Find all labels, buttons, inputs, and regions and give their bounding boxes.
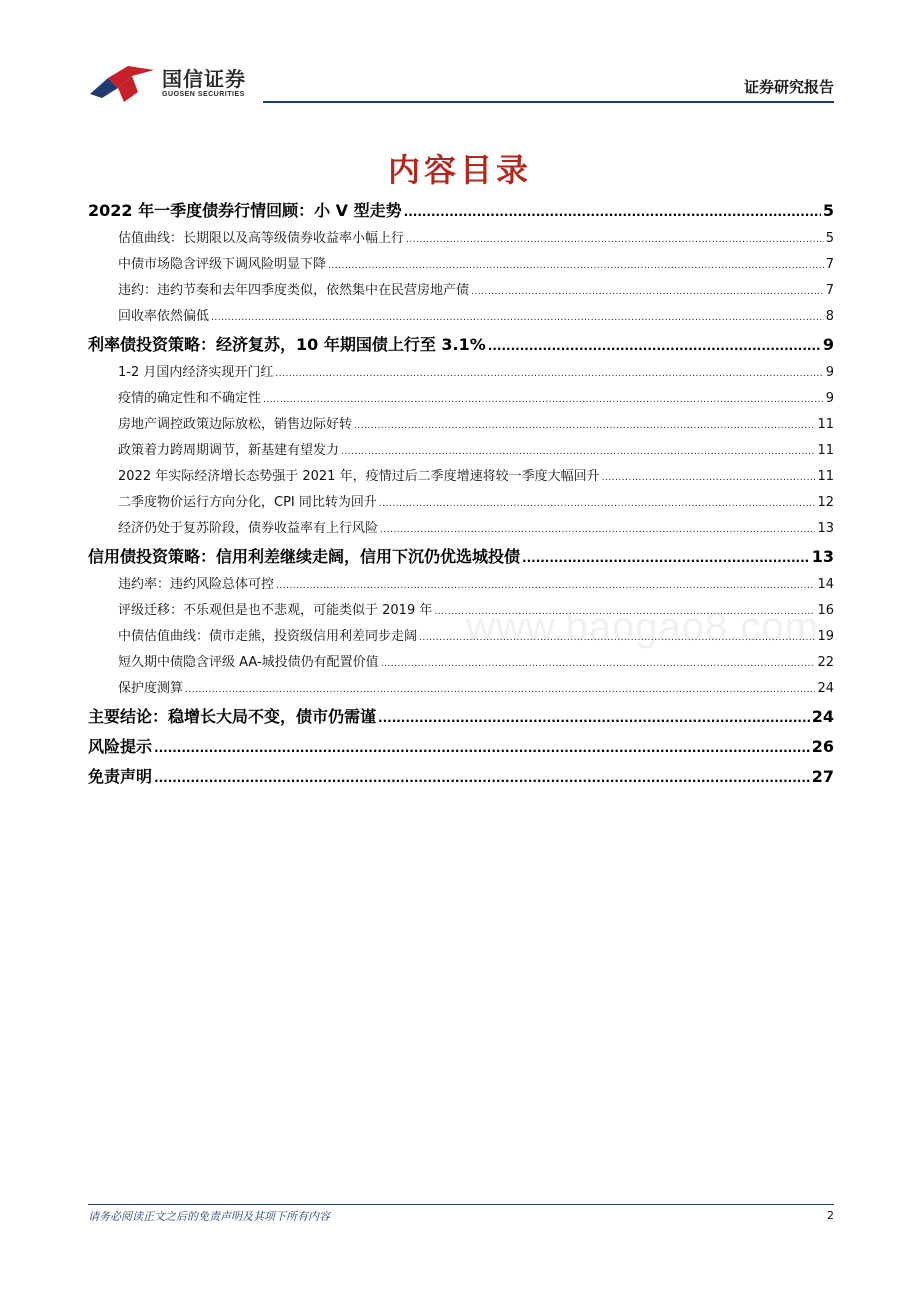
footer-page-number: 2 bbox=[827, 1209, 834, 1222]
logo-en-text: GUOSEN SECURITIES bbox=[162, 91, 245, 98]
toc-entry-label: 疫情的确定性和不确定性 bbox=[118, 391, 262, 406]
toc-leader-dots bbox=[602, 465, 816, 491]
toc-entry-page: 11 bbox=[817, 469, 834, 484]
logo-cn-text: 国信证券 bbox=[162, 67, 246, 91]
toc-entry-page: 24 bbox=[817, 681, 834, 696]
toc-entry-label: 2022 年实际经济增长态势强于 2021 年，疫情过后二季度增速将较一季度大幅回升 bbox=[118, 469, 600, 484]
toc-entry-label: 政策着力跨周期调节，新基建有望发力 bbox=[118, 443, 340, 458]
toc-entry-label: 经济仍处于复苏阶段，债券收益率有上行风险 bbox=[118, 521, 379, 536]
toc-entry-3-1[interactable] bbox=[88, 572, 834, 598]
toc-entry-label: 房地产调控政策边际放松，销售边际好转 bbox=[118, 417, 353, 432]
toc-leader-dots bbox=[341, 439, 815, 465]
footer-disclaimer-note: 请务必阅读正文之后的免责声明及其项下所有内容 bbox=[88, 1210, 330, 1223]
table-of-contents bbox=[88, 196, 834, 792]
guosen-logo-icon bbox=[88, 64, 156, 104]
toc-leader-dots bbox=[488, 331, 821, 361]
toc-entry-label: 二季度物价运行方向分化，CPI 同比转为回升 bbox=[118, 495, 377, 510]
page-title: 内容目录 bbox=[387, 151, 532, 189]
toc-leader-dots bbox=[404, 197, 821, 227]
toc-entry-2-4[interactable] bbox=[88, 438, 834, 464]
toc-leader-dots bbox=[522, 543, 810, 573]
toc-entry-section-1[interactable] bbox=[88, 196, 834, 226]
toc-leader-dots bbox=[354, 413, 815, 439]
toc-entry-1-2[interactable] bbox=[88, 252, 834, 278]
toc-entry-page: 27 bbox=[811, 767, 834, 786]
toc-entry-page: 16 bbox=[817, 603, 834, 618]
toc-entry-2-2[interactable] bbox=[88, 386, 834, 412]
toc-entry-page: 24 bbox=[811, 707, 834, 726]
toc-entry-label: 违约：违约节奏和去年四季度类似，依然集中在民营房地产债 bbox=[118, 283, 470, 298]
report-type-label: 证券研究报告 bbox=[743, 78, 834, 96]
toc-leader-dots bbox=[419, 625, 815, 651]
toc-entry-label: 回收率依然偏低 bbox=[118, 309, 210, 324]
toc-leader-dots bbox=[406, 227, 824, 253]
logo-wordmark bbox=[162, 68, 246, 100]
toc-leader-dots bbox=[185, 677, 815, 703]
toc-entry-page: 12 bbox=[817, 495, 834, 510]
toc-entry-label: 短久期中债隐含评级 AA-城投债仍有配置价值 bbox=[118, 655, 379, 670]
toc-entry-label: 评级迁移：不乐观但是也不悲观，可能类似于 2019 年 bbox=[118, 603, 433, 618]
toc-entry-2-6[interactable] bbox=[88, 490, 834, 516]
toc-entry-page: 8 bbox=[825, 309, 834, 324]
guosen-logo bbox=[88, 64, 246, 104]
toc-entry-2-3[interactable] bbox=[88, 412, 834, 438]
page-header bbox=[88, 62, 834, 106]
toc-leader-dots bbox=[471, 279, 824, 305]
toc-entry-3-3[interactable] bbox=[88, 624, 834, 650]
toc-entry-section-4[interactable] bbox=[88, 702, 834, 732]
toc-entry-label: 中债估值曲线：债市走熊，投资级信用利差同步走阔 bbox=[118, 629, 418, 644]
toc-leader-dots bbox=[379, 491, 816, 517]
toc-leader-dots bbox=[263, 387, 824, 413]
toc-entry-1-1[interactable] bbox=[88, 226, 834, 252]
toc-leader-dots bbox=[328, 253, 824, 279]
toc-entry-page: 9 bbox=[825, 365, 834, 380]
toc-entry-page: 9 bbox=[822, 335, 834, 354]
toc-leader-dots bbox=[381, 651, 816, 677]
toc-entry-section-3[interactable] bbox=[88, 542, 834, 572]
toc-entry-page: 7 bbox=[825, 257, 834, 272]
toc-entry-page: 13 bbox=[817, 521, 834, 536]
toc-entry-label: 违约率：违约风险总体可控 bbox=[118, 577, 275, 592]
toc-entry-1-4[interactable] bbox=[88, 304, 834, 330]
toc-entry-3-2[interactable] bbox=[88, 598, 834, 624]
toc-leader-dots bbox=[154, 763, 810, 793]
toc-leader-dots bbox=[434, 599, 815, 625]
toc-entry-label: 保护度测算 bbox=[118, 681, 184, 696]
toc-leader-dots bbox=[276, 573, 815, 599]
toc-entry-label: 估值曲线：长期限以及高等级债券收益率小幅上行 bbox=[118, 231, 405, 246]
toc-entry-page: 26 bbox=[811, 737, 834, 756]
toc-entry-page: 13 bbox=[811, 547, 834, 566]
watermark: www.baogao8.com bbox=[466, 605, 819, 649]
toc-entry-page: 7 bbox=[825, 283, 834, 298]
toc-entry-label: 利率债投资策略：经济复苏，10 年期国债上行至 3.1% bbox=[88, 335, 486, 354]
footer-divider bbox=[88, 1204, 834, 1205]
toc-entry-page: 11 bbox=[817, 443, 834, 458]
toc-entry-label: 风险提示 bbox=[88, 737, 153, 756]
toc-entry-3-4[interactable] bbox=[88, 650, 834, 676]
toc-entry-2-7[interactable] bbox=[88, 516, 834, 542]
toc-leader-dots bbox=[275, 361, 823, 387]
toc-entry-3-5[interactable] bbox=[88, 676, 834, 702]
toc-entry-2-1[interactable] bbox=[88, 360, 834, 386]
toc-leader-dots bbox=[380, 517, 815, 543]
toc-entry-2-5[interactable] bbox=[88, 464, 834, 490]
toc-entry-label: 中债市场隐含评级下调风险明显下降 bbox=[118, 257, 327, 272]
toc-entry-page: 14 bbox=[817, 577, 834, 592]
toc-entry-page: 5 bbox=[822, 201, 834, 220]
toc-entry-page: 5 bbox=[825, 231, 834, 246]
toc-entry-label: 2022 年一季度债券行情回顾：小 V 型走势 bbox=[88, 201, 402, 220]
toc-entry-page: 11 bbox=[817, 417, 834, 432]
toc-entry-label: 信用债投资策略：信用利差继续走阔，信用下沉仍优选城投债 bbox=[88, 547, 521, 566]
toc-entry-1-3[interactable] bbox=[88, 278, 834, 304]
toc-entry-label: 1-2 月国内经济实现开门红 bbox=[118, 365, 274, 380]
toc-entry-label: 主要结论：稳增长大局不变，债市仍需谨 bbox=[88, 707, 377, 726]
toc-leader-dots bbox=[211, 305, 824, 331]
toc-entry-page: 19 bbox=[817, 629, 834, 644]
toc-leader-dots bbox=[154, 733, 810, 763]
toc-entry-section-2[interactable] bbox=[88, 330, 834, 360]
toc-entry-section-6[interactable] bbox=[88, 762, 834, 792]
header-divider bbox=[263, 101, 834, 103]
toc-entry-page: 22 bbox=[817, 655, 834, 670]
toc-entry-section-5[interactable] bbox=[88, 732, 834, 762]
toc-entry-page: 9 bbox=[825, 391, 834, 406]
toc-entry-label: 免责声明 bbox=[88, 767, 153, 786]
toc-leader-dots bbox=[378, 703, 810, 733]
